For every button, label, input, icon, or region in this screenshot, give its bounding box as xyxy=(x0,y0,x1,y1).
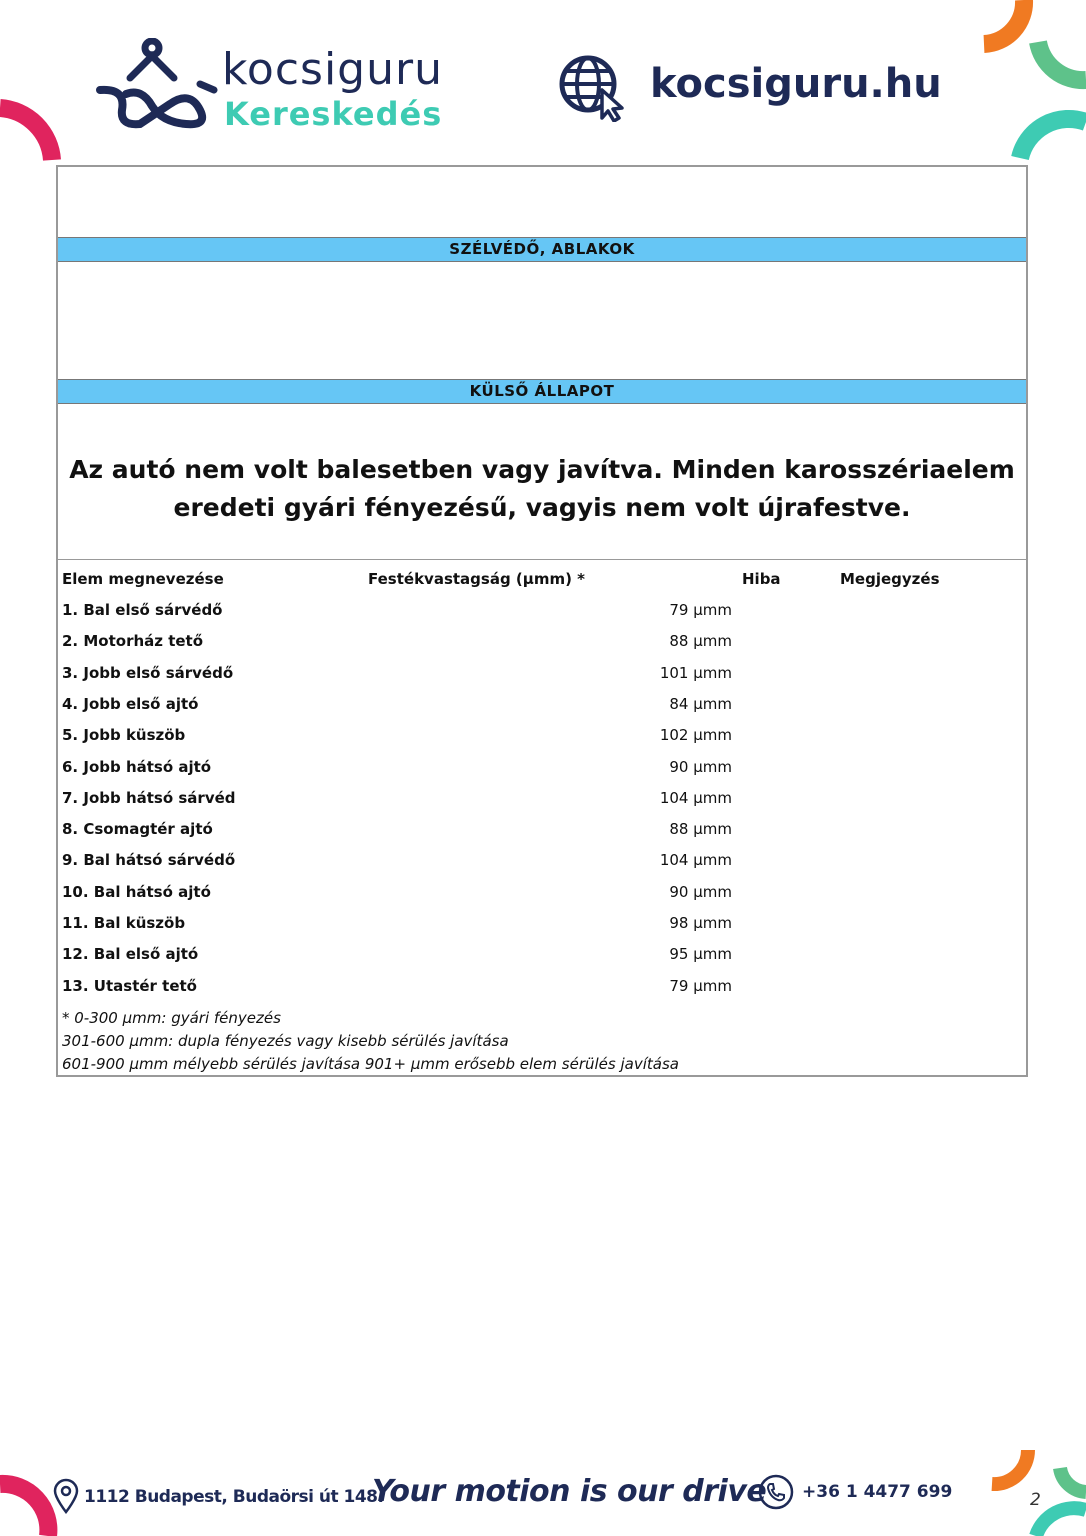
table-row xyxy=(58,758,1026,789)
legend-line: 601-900 µmm mélyebb sérülés javítása 901+ µmm erősebb elem sérülés javítása xyxy=(62,1055,679,1073)
slogan: Your motion is our drive xyxy=(372,1474,767,1509)
table-row xyxy=(58,601,1026,632)
phone-text: +36 1 4477 699 xyxy=(802,1482,953,1502)
table-row xyxy=(58,914,1026,945)
column-header-note: Megjegyzés xyxy=(840,570,940,588)
condition-statement xyxy=(58,451,1026,527)
brand-subtitle: Kereskedés xyxy=(224,95,443,133)
thickness-legend xyxy=(62,1007,679,1076)
element-name: 12. Bal első ajtó xyxy=(62,945,199,964)
element-name: 7. Jobb hátsó sárvéd xyxy=(62,788,236,807)
brand-name: kocsiguru xyxy=(222,44,443,95)
thickness-value: 79 µmm xyxy=(669,976,732,995)
thickness-value: 79 µmm xyxy=(669,601,732,619)
table-row xyxy=(58,977,1026,1008)
top-left-arc-decoration xyxy=(0,90,70,170)
table-row xyxy=(58,664,1026,695)
footer-phone xyxy=(758,1474,953,1514)
website-logo xyxy=(558,52,958,124)
statement-line-2: eredeti gyári fényezésű, vagyis nem volt újrafestve. xyxy=(173,493,911,522)
thickness-value: 98 µmm xyxy=(669,914,732,932)
element-name: 8. Csomagtér ajtó xyxy=(62,820,213,839)
legend-line: * 0-300 µmm: gyári fényezés xyxy=(62,1009,281,1027)
element-name: 6. Jobb hátsó ajtó xyxy=(62,757,212,776)
table-row xyxy=(58,789,1026,820)
phone-icon xyxy=(758,1474,794,1510)
table-row xyxy=(58,945,1026,976)
element-name: 3. Jobb első sárvédő xyxy=(62,663,234,682)
location-pin-icon xyxy=(52,1478,80,1514)
column-header-defect: Hiba xyxy=(742,570,781,588)
address-text: 1112 Budapest, Budaörsi út 148. xyxy=(84,1487,384,1507)
thickness-value: 104 µmm xyxy=(659,788,732,807)
element-name: 9. Bal hátsó sárvédő xyxy=(62,851,236,870)
element-name: 10. Bal hátsó ajtó xyxy=(62,882,211,901)
guru-mascot-icon xyxy=(96,38,218,130)
element-name: 11. Bal küszöb xyxy=(62,914,186,932)
brand-logo xyxy=(96,38,476,134)
column-header-thickness: Festékvastagság (µmm) * xyxy=(368,570,586,588)
thickness-value: 90 µmm xyxy=(669,882,732,901)
divider xyxy=(58,559,1026,560)
thickness-value: 88 µmm xyxy=(669,632,732,651)
table-row xyxy=(58,632,1026,663)
thickness-value: 95 µmm xyxy=(669,945,732,964)
thickness-value: 102 µmm xyxy=(659,726,732,745)
element-name: 5. Jobb küszöb xyxy=(62,726,186,745)
statement-line-1: Az autó nem volt balesetben vagy javítva. Minden karosszériaelem xyxy=(69,455,1015,484)
globe-cursor-icon xyxy=(558,54,628,122)
website-name: kocsiguru.hu xyxy=(650,61,942,107)
thickness-value: 104 µmm xyxy=(659,851,732,870)
thickness-value: 101 µmm xyxy=(659,663,732,682)
thickness-value: 90 µmm xyxy=(669,757,732,776)
page-number: 2 xyxy=(1030,1490,1041,1510)
section-header-exterior: KÜLSŐ ÁLLAPOT xyxy=(58,379,1026,404)
table-row xyxy=(58,851,1026,882)
element-name: 2. Motorház tető xyxy=(62,632,204,651)
thickness-value: 88 µmm xyxy=(669,820,732,839)
table-row xyxy=(58,726,1026,757)
top-right-arcs-decoration xyxy=(970,0,1086,170)
inspection-report xyxy=(56,165,1028,1077)
table-row xyxy=(58,695,1026,726)
section-header-windshield: SZÉLVÉDŐ, ABLAKOK xyxy=(58,237,1026,262)
element-name: 4. Jobb első ajtó xyxy=(62,694,199,713)
legend-line: 301-600 µmm: dupla fényezés vagy kisebb sérülés javítása xyxy=(62,1032,509,1050)
table-row xyxy=(58,820,1026,851)
thickness-value: 84 µmm xyxy=(669,694,732,713)
table-row xyxy=(58,883,1026,914)
column-header-element: Elem megnevezése xyxy=(62,570,224,588)
element-name: 1. Bal első sárvédő xyxy=(62,601,223,619)
footer-address xyxy=(52,1478,384,1518)
element-name: 13. Utastér tető xyxy=(62,976,197,995)
